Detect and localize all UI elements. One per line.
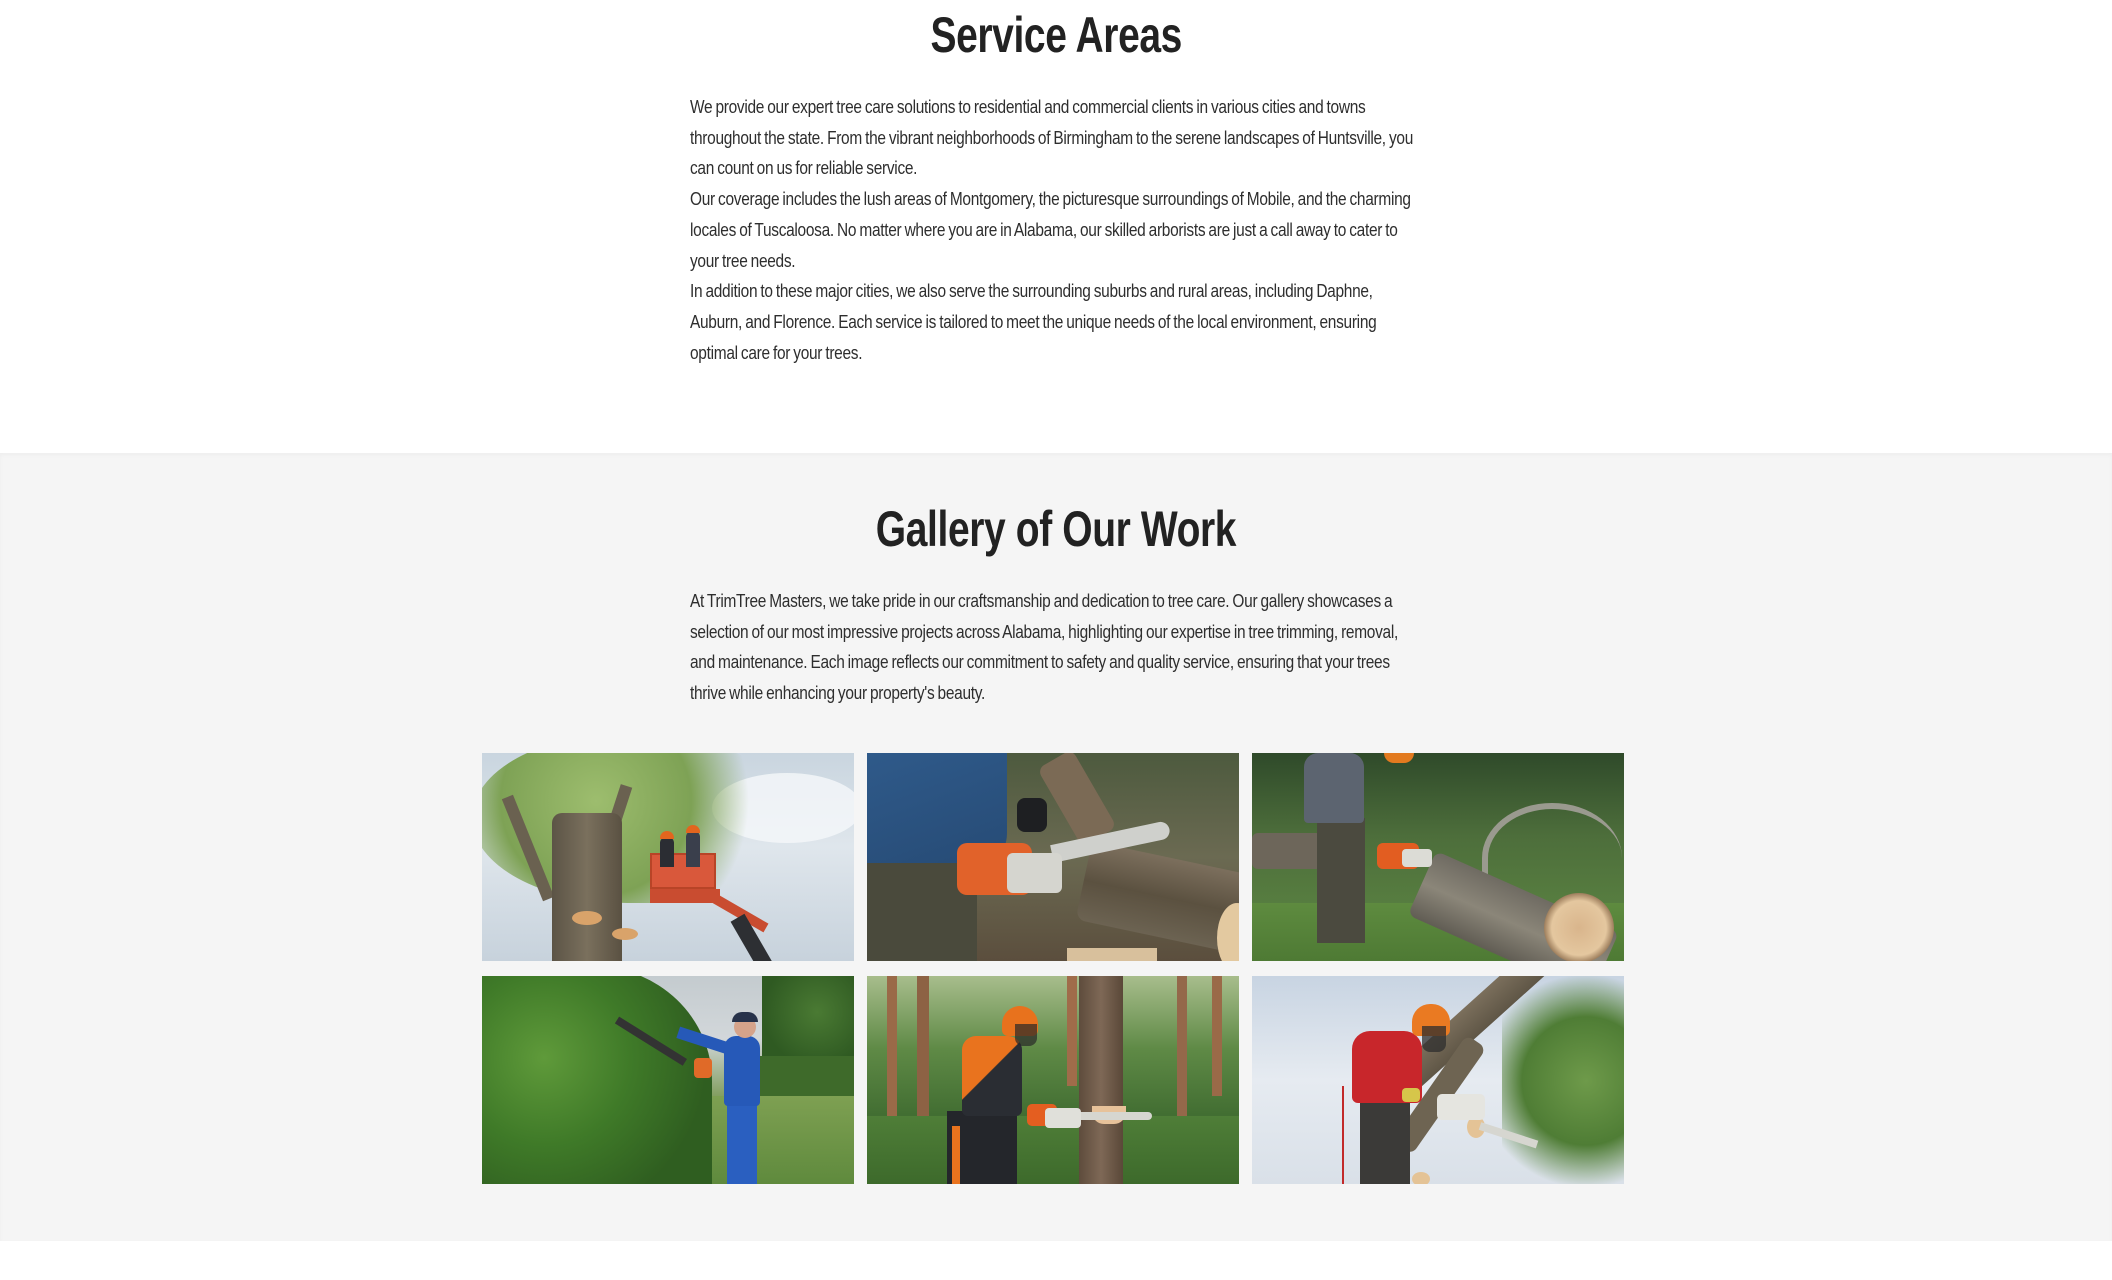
service-areas-text bbox=[690, 92, 1430, 381]
gallery-grid bbox=[482, 753, 1624, 1184]
next-section-start bbox=[0, 1241, 2112, 1280]
gallery-image-hedge-trimming[interactable] bbox=[482, 976, 854, 1184]
service-areas-section bbox=[0, 0, 2112, 453]
gallery-image-fallen-tree[interactable] bbox=[1252, 753, 1624, 961]
gallery-heading: Gallery of Our Work bbox=[875, 501, 1237, 557]
gallery-image-arborist-climbing[interactable] bbox=[1252, 976, 1624, 1184]
service-areas-paragraph-1: We provide our expert tree care solutions to residential and commercial clients in various cities and towns throughout the state. From the vibrant neighborhoods of Birmingham to the serene landscapes of Huntsville, you can count on us for reliable service. bbox=[690, 96, 1414, 179]
gallery-image-aerial-lift[interactable] bbox=[482, 753, 854, 961]
service-areas-paragraph-3: In addition to these major cities, we also serve the surrounding suburbs and rural areas, including Daphne, Auburn, and Florence. Each service is tailored to meet the unique needs of the local environment, ensuring optimal care for your trees. bbox=[690, 280, 1377, 363]
gallery-intro: At TrimTree Masters, we take pride in our craftsmanship and dedication to tree care. Our gallery showcases a selection of our most impressive projects across Alabama, highlighting our expertise in tree trimming, removal, and maintenance. Each image reflects our commitment to safety and quality service, ensuring that your trees thrive while enhancing your property's beauty. bbox=[690, 590, 1398, 704]
gallery-image-forest-felling[interactable] bbox=[867, 976, 1239, 1184]
gallery-intro-wrap bbox=[690, 586, 1430, 722]
gallery-image-chainsaw-log[interactable] bbox=[867, 753, 1239, 961]
service-areas-heading: Service Areas bbox=[930, 7, 1182, 63]
service-areas-paragraph-2: Our coverage includes the lush areas of Montgomery, the picturesque surroundings of Mobile, and the charming locales of Tuscaloosa. No matter where you are in Alabama, our skilled arborists are just a call away to cater to your tree needs. bbox=[690, 188, 1411, 271]
